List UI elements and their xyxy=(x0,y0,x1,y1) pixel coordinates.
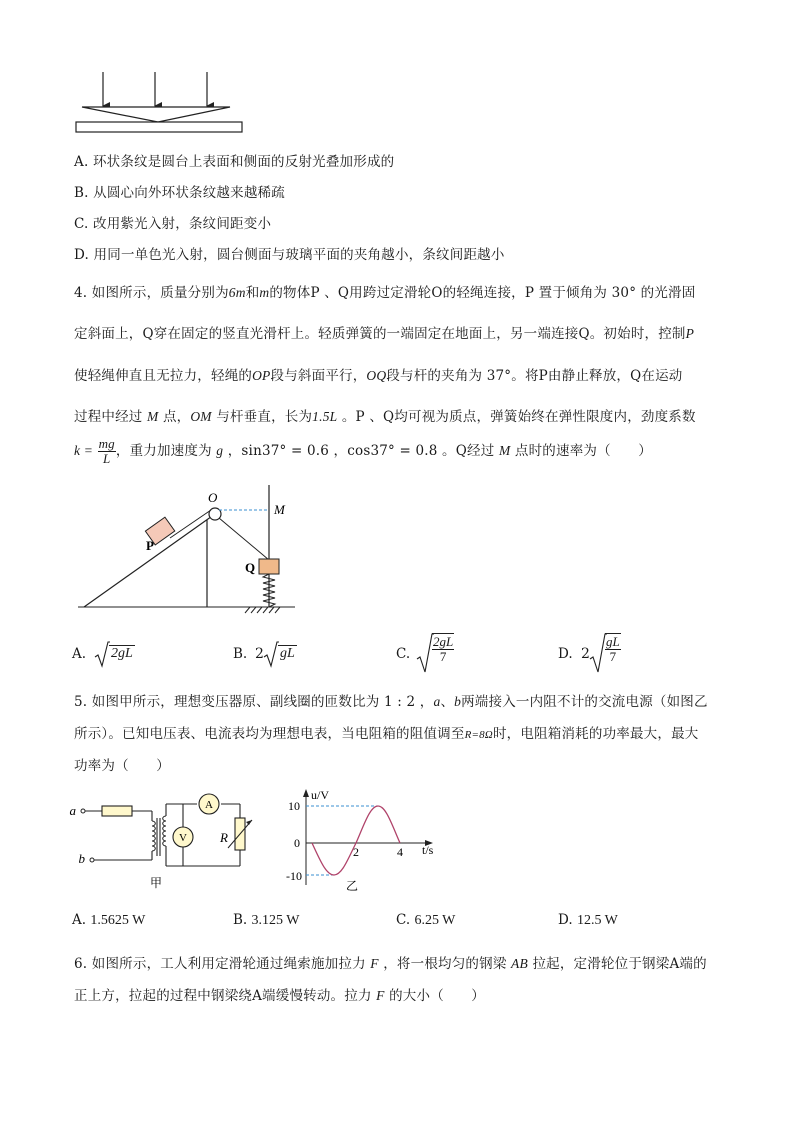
label-o: O xyxy=(208,490,218,505)
q3-option-a[interactable]: A. 环状条纹是圆台上表面和侧面的反射光叠加形成的 xyxy=(74,154,395,170)
y-tick-10: 10 xyxy=(288,799,300,813)
caption-jia: 甲 xyxy=(150,876,163,890)
q5-circuit-figure xyxy=(69,788,252,892)
q3-option-d[interactable]: D. 用同一单色光入射，圆台侧面与玻璃平面的夹角越小，条纹间距越小 xyxy=(74,247,505,263)
glass-plate xyxy=(76,122,242,132)
q4-figure xyxy=(70,480,310,615)
label-r: R xyxy=(220,830,228,845)
q5-line-1: 5. 如图甲所示，理想变压器原、副线圈的匝数比为 1 : 2 ，a、b两端接入一内阻不计的交流电源（如图乙 xyxy=(74,694,708,710)
label-b: b xyxy=(78,851,85,866)
radicand: gL xyxy=(280,646,295,661)
label-m: M xyxy=(274,502,285,517)
spring xyxy=(263,574,275,607)
q6-line-1: 6. 如图所示，工人利用定滑轮通过绳索施加拉力 F ，将一根均匀的钢梁 AB 拉起，定滑轮位于钢梁A端的 xyxy=(74,956,707,972)
frustum xyxy=(82,107,230,122)
q4-option-a[interactable]: A. 2gL xyxy=(72,638,192,674)
label-p: P xyxy=(146,538,154,553)
series-resistor xyxy=(102,806,132,816)
q6-line-2: 正上方，拉起的过程中钢梁绕A端缓慢转动。拉力 F 的大小（ ） xyxy=(74,988,486,1004)
q5-line-3: 功率为（ ） xyxy=(74,758,170,774)
rope-oq xyxy=(219,518,269,560)
q5-option-b[interactable]: B. 3.125 W xyxy=(233,912,300,928)
block-q xyxy=(259,559,279,574)
label-a: a xyxy=(69,803,76,818)
label-q: Q xyxy=(245,560,256,575)
y-tick-neg10: -10 xyxy=(286,869,302,883)
q4-option-b[interactable]: B. 2 gL xyxy=(233,638,353,674)
y-tick-0: 0 xyxy=(294,836,300,850)
fraction: $\frac{gL}{7}$ xyxy=(606,634,620,664)
caption-yi: 乙 xyxy=(346,879,359,893)
ammeter-label: A xyxy=(205,799,213,811)
x-tick-4: 4 xyxy=(397,845,403,859)
terminal-b xyxy=(90,858,94,862)
terminal-a xyxy=(81,809,85,813)
x-tick-2: 2 xyxy=(353,845,359,859)
radicand: 2gL xyxy=(111,646,133,661)
q3-figure xyxy=(70,70,250,138)
rope-op xyxy=(170,510,211,538)
fraction: $\frac{2gL}{7}$ xyxy=(433,634,454,664)
question-number: 5. xyxy=(74,694,88,710)
q3-option-c[interactable]: C. 改用紫光入射，条纹间距变小 xyxy=(74,216,272,232)
fraction-mg-over-L: $\frac{mg}{L}$ xyxy=(98,436,115,466)
voltmeter-label: V xyxy=(179,832,187,844)
q4-option-c[interactable]: C. $\frac{2gL}{7}$ xyxy=(396,630,526,678)
q5-option-a[interactable]: A. 1.5625 W xyxy=(72,912,146,928)
secondary-coil xyxy=(163,816,166,846)
q4-line-1: 4. 如图所示，质量分别为6m和m的物体P 、Q用跨过定滑轮O的轻绳连接，P 置于倾角为 30° 的光滑固 xyxy=(74,285,696,301)
question-number: 6. xyxy=(74,956,88,972)
question-number: 4. xyxy=(74,285,88,301)
x-axis-label: t/s xyxy=(422,843,434,857)
q4-line-4: 过程中经过 M 点，OM 与杆垂直，长为1.5L 。P 、Q均可视为质点，弹簧始终在弹性限度内，劲度系数 xyxy=(74,409,696,425)
ground xyxy=(78,607,295,613)
primary-coil xyxy=(152,821,155,851)
q5-option-c[interactable]: C. 6.25 W xyxy=(396,912,456,928)
q3-option-b[interactable]: B. 从圆心向外环状条纹越来越稀疏 xyxy=(74,185,285,201)
q4-line-3: 使轻绳伸直且无拉力，轻绳的OP段与斜面平行，OQ段与杆的夹角为 37°。将P由静止释放，Q在运动 xyxy=(74,368,683,384)
y-axis-label: u/V xyxy=(311,788,329,802)
q4-line-5: k = $\frac{mg}{L}$ ，重力加速度为 g ，sin37° = 0.6 ，cos37° = 0.8 。Q经过 M 点时的速率为（ ） xyxy=(74,436,652,466)
incident-rays xyxy=(103,72,207,106)
q4-option-d[interactable]: D. 2 $\frac{gL}{7}$ xyxy=(558,630,688,678)
sqrt-symbol xyxy=(263,640,279,670)
sqrt-symbol xyxy=(94,640,110,670)
q5-option-d[interactable]: D. 12.5 W xyxy=(558,912,618,928)
sine-curve xyxy=(312,806,400,875)
q5-graph-figure xyxy=(280,785,440,897)
q5-line-2: 所示）。已知电压表、电流表均为理想电表，当电阻箱的阻值调至R=8Ω时，电阻箱消耗的功率最大，最大 xyxy=(74,726,699,742)
q4-line-2: 定斜面上，Q穿在固定的竖直光滑杆上。轻质弹簧的一端固定在地面上，另一端连接Q。初始时，控制P xyxy=(74,326,695,342)
